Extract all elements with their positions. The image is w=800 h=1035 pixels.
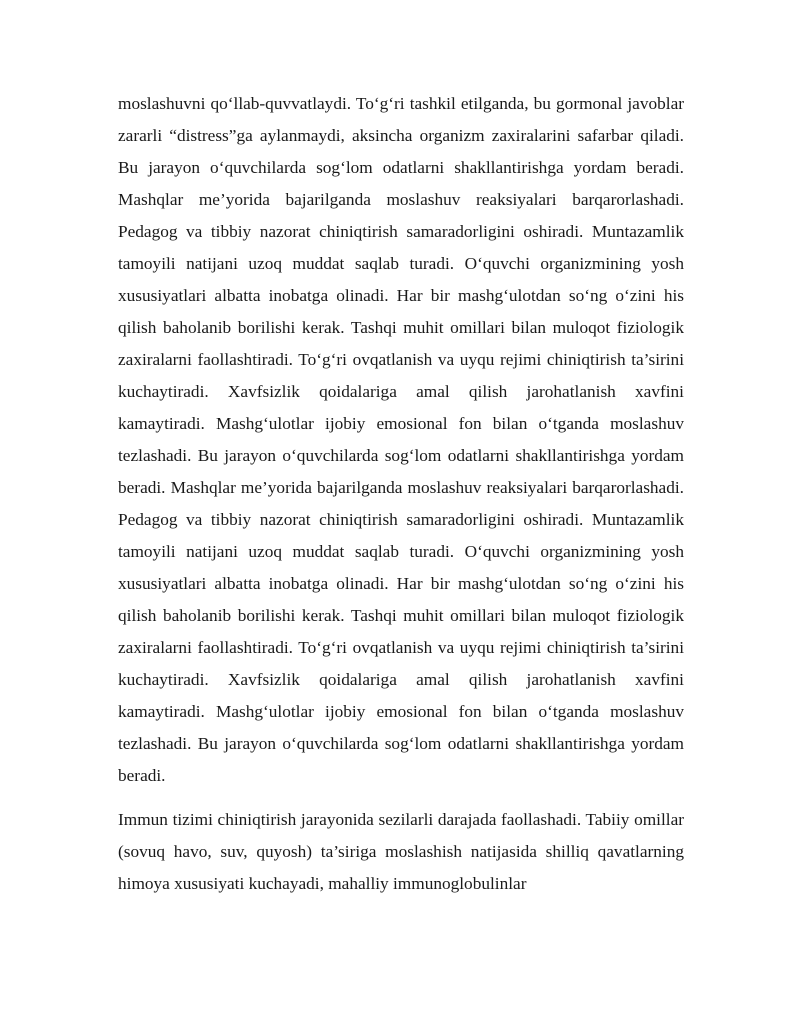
document-page <box>118 88 684 900</box>
body-paragraph-2: Immun tizimi chiniqtirish jarayonida sezilarli darajada faollashadi. Tabiiy omillar (sovuq havo, suv, quyosh) ta’siriga moslashish natijasida shilliq qavatlarning himoya xususiyati kuchayadi, mahalliy immunoglobulinlar <box>118 810 684 893</box>
body-paragraph-1: moslashuvni qo‘llab-quvvatlaydi. To‘g‘ri tashkil etilganda, bu gormonal javoblar zararli “distress”ga aylanmaydi, aksincha organizm zaxiralarini safarbar qiladi. Bu jarayon o‘quvchilarda sog‘lom odatlarni shakllantirishga yordam beradi. Mashqlar me’yorida bajarilganda moslashuv reaksiyalari barqarorlashadi. Pedagog va tibbiy nazorat chiniqtirish samaradorligini oshiradi. Muntazamlik tamoyili natijani uzoq muddat saqlab turadi. O‘quvchi organizmining yosh xususiyatlari albatta inobatga olinadi. Har bir mashg‘ulotdan so‘ng o‘zini his qilish baholanib borilishi kerak. Tashqi muhit omillari bilan muloqot fiziologik zaxiralarni faollashtiradi. To‘g‘ri ovqatlanish va uyqu rejimi chiniqtirish ta’sirini kuchaytiradi. Xavfsizlik qoidalariga amal qilish jarohatlanish xavfini kamaytiradi. Mashg‘ulotlar ijobiy emosional fon bilan o‘tganda moslashuv tezlashadi. Bu jarayon o‘quvchilarda sog‘lom odatlarni shakllantirishga yordam beradi. Mashqlar me’yorida bajarilganda moslashuv reaksiyalari barqarorlashadi. Pedagog va tibbiy nazorat chiniqtirish samaradorligini oshiradi. Muntazamlik tamoyili natijani uzoq muddat saqlab turadi. O‘quvchi organizmining yosh xususiyatlari albatta inobatga olinadi. Har bir mashg‘ulotdan so‘ng o‘zini his qilish baholanib borilishi kerak. Tashqi muhit omillari bilan muloqot fiziologik zaxiralarni faollashtiradi. To‘g‘ri ovqatlanish va uyqu rejimi chiniqtirish ta’sirini kuchaytiradi. Xavfsizlik qoidalariga amal qilish jarohatlanish xavfini kamaytiradi. Mashg‘ulotlar ijobiy emosional fon bilan o‘tganda moslashuv tezlashadi. Bu jarayon o‘quvchilarda sog‘lom odatlarni shakllantirishga yordam beradi. <box>118 94 684 785</box>
